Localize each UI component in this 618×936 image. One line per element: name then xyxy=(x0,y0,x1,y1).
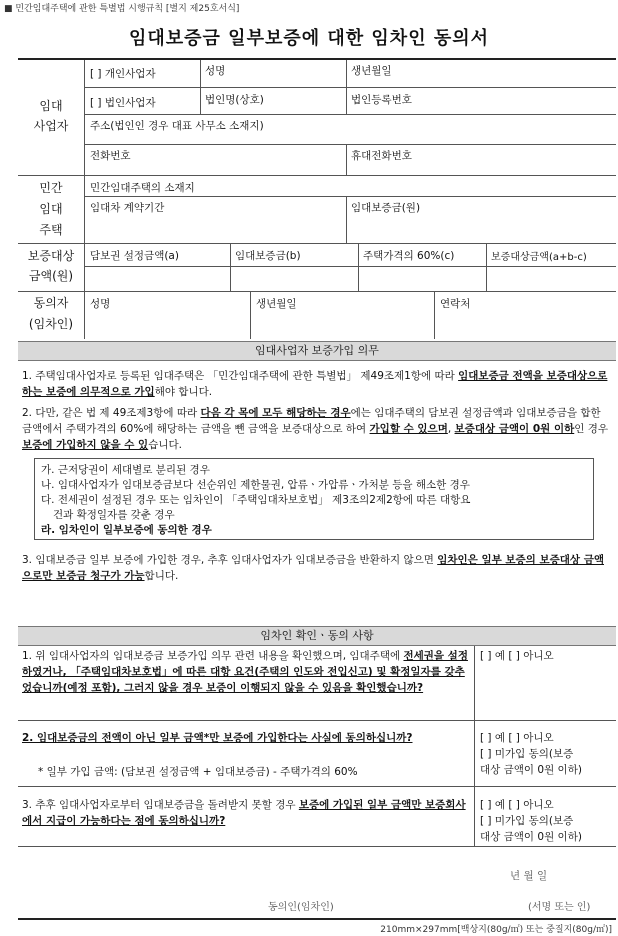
top-divider xyxy=(18,58,616,60)
landlord-phone-field[interactable]: 전화번호 xyxy=(90,150,131,162)
condition-na: 나. 임대사업자가 임대보증금보다 선순위인 제한물권, 압류ㆍ가압류ㆍ가처분 등을 해소한 경우 xyxy=(41,479,470,491)
corporate-reg-field[interactable]: 법인등록번호 xyxy=(351,94,412,106)
row-border xyxy=(84,266,616,267)
condition-ga: 가. 근저당권이 세대별로 분리된 경우 xyxy=(41,464,210,476)
signature-seal-field[interactable]: (서명 또는 인) xyxy=(528,902,591,913)
landlord-birth-field[interactable]: 생년월일 xyxy=(351,65,392,77)
sign-date[interactable]: 년 월 일 xyxy=(510,870,548,882)
answer-2-yes-no[interactable]: [ ] 예 [ ] 아니오 xyxy=(480,732,554,744)
cell-border xyxy=(84,243,85,291)
row-border xyxy=(18,846,616,847)
consent-question-3: 3. 추후 임대사업자로부터 임대보증금을 돌려받지 못할 경우 보증에 가입된 일부 금액만 보증회사에서 지급이 가능하다는 점에 동의하십니까? xyxy=(22,799,466,827)
landlord-mobile-field[interactable]: 휴대전화번호 xyxy=(351,150,412,162)
consenter-birth-field[interactable]: 생년월일 xyxy=(256,298,297,310)
paper-spec-footer: 210mm×297mm[백상지(80g/㎡) 또는 중질지(80g/㎡)] xyxy=(380,925,612,935)
duty-paragraph-3: 3. 임대보증금 일부 보증에 가입한 경우, 추후 임대사업자가 임대보증금을 반환하지 않으면 임차인은 일부 보증의 보증대상 금액으로만 보증금 청구가 가능합니다. xyxy=(22,554,604,582)
corporate-name-field[interactable]: 법인명(상호) xyxy=(205,94,264,106)
partial-amount-note: * 일부 가입 금액: (담보권 설정금액 + 임대보증금) - 주택가격의 60% xyxy=(38,766,358,778)
deposit-field[interactable]: 임대보증금(원) xyxy=(351,202,421,214)
bottom-divider xyxy=(18,918,616,920)
deposit-amount-field[interactable]: 임대보증금(b) xyxy=(235,250,301,262)
consent-question-1: 1. 위 임대사업자의 임대보증금 보증가입 의무 관련 내용을 확인했으며, 임대주택에 전세권을 설정하였거나, 「주택임대차보호법」에 따른 대항 요건(주택의 인도와 전입신고) 및 확정일자를 갖추었습니까(예정 포함), 그러지 않을 경우 보증이 이행되지 않을 수 있음을 확인했습니까? xyxy=(22,650,468,694)
answer-column-border xyxy=(474,646,475,846)
conditions-box xyxy=(34,458,594,540)
consenter-name-field[interactable]: 성명 xyxy=(90,298,111,310)
cell-border xyxy=(358,243,359,291)
lease-period-field[interactable]: 임대차 계약기간 xyxy=(90,202,165,214)
row-border xyxy=(18,720,616,721)
row-border xyxy=(84,144,616,145)
cell-border xyxy=(346,144,347,175)
consenter-sign-label: 동의인(임차인) xyxy=(268,902,334,913)
individual-business-checkbox[interactable]: [ ] 개인사업자 xyxy=(90,68,156,80)
answer-3-yes-no[interactable]: [ ] 예 [ ] 아니오 xyxy=(480,799,554,811)
cell-border xyxy=(230,243,231,291)
corporate-business-checkbox[interactable]: [ ] 법인사업자 xyxy=(90,97,156,109)
cell-border xyxy=(250,291,251,339)
answer-1-yes-no[interactable]: [ ] 예 [ ] 아니오 xyxy=(480,650,554,662)
answer-2-non-join-cont: 대상 금액이 0원 이하) xyxy=(480,764,582,776)
row-border xyxy=(84,114,616,115)
condition-ra: 라. 임차인이 일부보증에 동의한 경우 xyxy=(41,524,212,536)
landlord-label-border xyxy=(84,60,85,175)
section-header-guarantee-duty: 임대사업자 보증가입 의무 xyxy=(18,341,616,361)
section-border xyxy=(18,291,616,292)
cell-border xyxy=(346,196,347,243)
consenter-contact-field[interactable]: 연락처 xyxy=(440,298,471,310)
condition-da: 다. 전세권이 설정된 경우 또는 임차인이 「주택임대차보호법」 제3조의2제2항에 따른 대항요 xyxy=(41,494,471,506)
consenter-label: 동의자 (임차인) xyxy=(28,296,74,331)
duty-paragraph-1: 1. 주택임대사업자로 등록된 임대주택은 「민간임대주택에 관한 특별법」 제49조제1항에 따라 임대보증금 전액을 보증대상으로 하는 보증에 의무적으로 가입해야 합니다. xyxy=(22,370,608,398)
house-price-field[interactable]: 주택가격의 60%(c) xyxy=(363,250,455,262)
cell-border xyxy=(84,291,85,339)
consent-question-2: 2. 임대보증금의 전액이 아닌 일부 금액*만 보증에 가입한다는 사실에 동의하십니까? xyxy=(22,732,413,744)
row-border xyxy=(84,87,616,88)
guarantee-target-field[interactable]: 보증대상금액(a+b-c) xyxy=(491,252,587,263)
cell-border xyxy=(486,243,487,291)
section-border xyxy=(18,243,616,244)
housing-location-field[interactable]: 민간임대주택의 소재지 xyxy=(90,182,195,194)
page-title: 임대보증금 일부보증에 대한 임차인 동의서 xyxy=(128,28,490,49)
answer-3-non-join-cont: 대상 금액이 0원 이하) xyxy=(480,831,582,843)
landlord-address-field[interactable]: 주소(법인인 경우 대표 사무소 소재지) xyxy=(90,120,264,132)
condition-da-cont: 건과 확정일자를 갖춘 경우 xyxy=(53,509,175,521)
answer-2-non-join[interactable]: [ ] 미가입 동의(보증 xyxy=(480,748,574,760)
answer-3-non-join[interactable]: [ ] 미가입 동의(보증 xyxy=(480,815,574,827)
cell-border xyxy=(84,175,85,243)
guarantee-label: 보증대상 금액(원) xyxy=(27,249,75,283)
duty-paragraph-2: 2. 다만, 같은 법 제 49조제3항에 따라 다음 각 목에 모두 해당하는 경우에는 임대주택의 담보권 설정금액과 임대보증금을 합한 금액에서 주택가격의 60%에 해당하는 금액을 뺀 금액을 보증대상으로 하여 가입할 수 있으며, 보증대상 금액이 0원 이하인 경우 보증에 가입하지 않을 수 있습니다. xyxy=(22,407,609,451)
row-border xyxy=(84,196,616,197)
cell-border xyxy=(434,291,435,339)
section-border xyxy=(18,175,616,176)
mortgage-amount-field[interactable]: 담보권 설정금액(a) xyxy=(90,250,179,262)
section-header-tenant-consent: 임차인 확인ㆍ동의 사항 xyxy=(18,626,616,646)
landlord-name-field[interactable]: 성명 xyxy=(205,65,226,77)
landlord-label: 임대 사업자 xyxy=(33,99,69,133)
form-reference-note: ■ 민간임대주택에 관한 특별법 시행규칙 [별지 제25호서식] xyxy=(4,4,240,14)
housing-label: 민간 임대 주택 xyxy=(39,181,63,237)
row-border xyxy=(18,786,616,787)
